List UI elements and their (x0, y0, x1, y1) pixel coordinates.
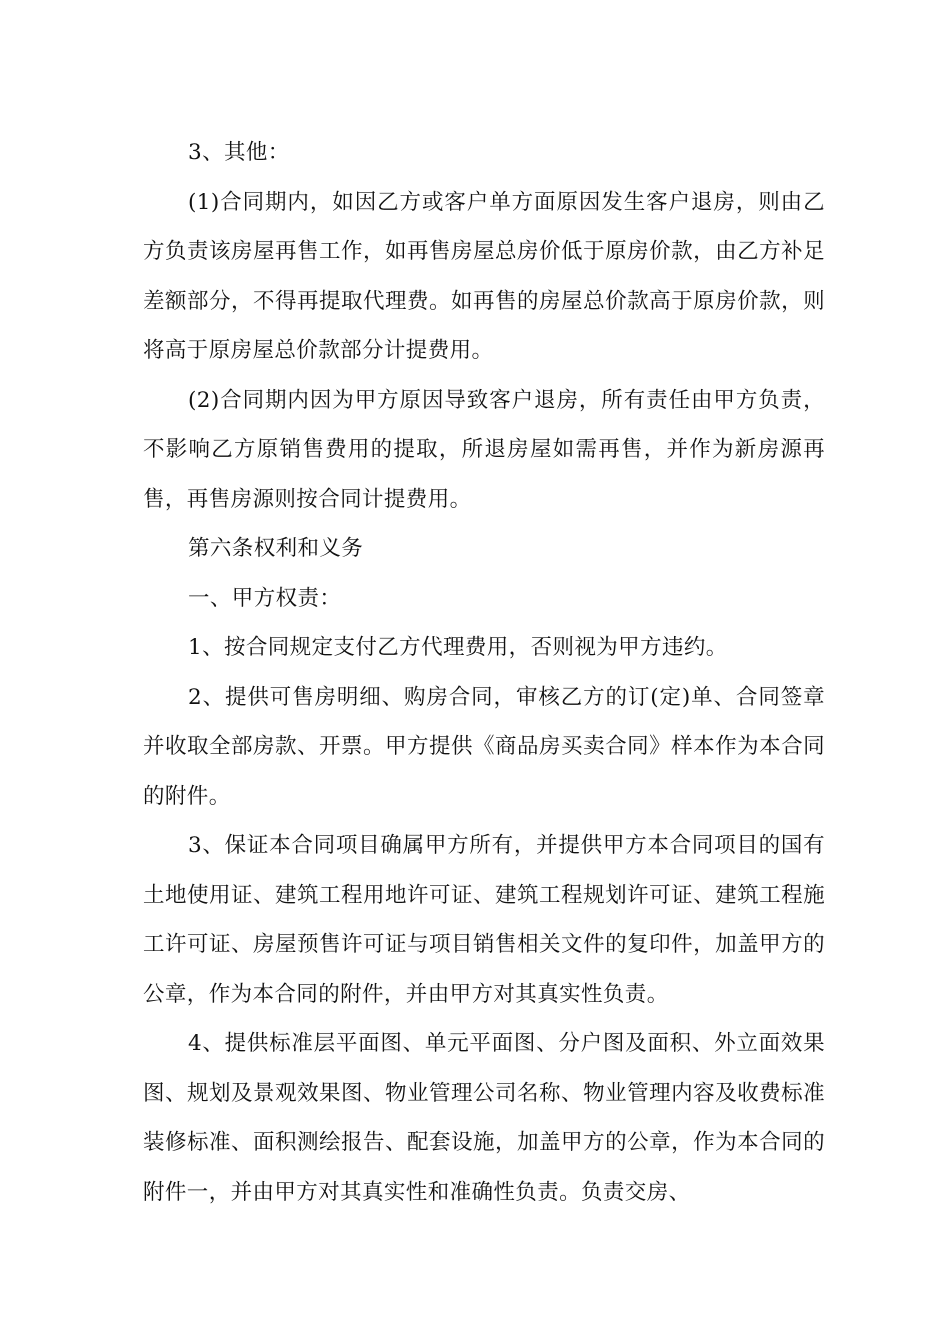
article-six-heading: 第六条权利和义务 (188, 536, 364, 561)
paragraph-clause-1: (1)合同期内，如因乙方或客户单方面原因发生客户退房，则由乙方负责该房屋再售工作，如再售房屋总房价低于原房价款，由乙方补足差额部分，不得再提取代理费。如再售的房屋总价款高于原房价款，则将高于原房屋总价款部分计提费用。 (143, 189, 825, 363)
party-a-rights-heading: 一、甲方权责： (188, 585, 342, 611)
party-a-item-3: 3、保证本合同项目确属甲方所有，并提供甲方本合同项目的国有土地使用证、建筑工程用地许可证、建筑工程规划许可证、建筑工程施工许可证、房屋预售许可证与项目销售相关文件的复印件，加盖甲方的公章，作为本合同的附件，并由甲方对其真实性负责。 (143, 833, 825, 1007)
party-a-item-2: 2、提供可售房明细、购房合同，审核乙方的订(定)单、合同签章并收取全部房款、开票。甲方提供《商品房买卖合同》样本作为本合同的附件。 (143, 684, 825, 809)
party-a-item-1: 1、按合同规定支付乙方代理费用，否则视为甲方违约。 (188, 635, 728, 660)
party-a-item-4: 4、提供标准层平面图、单元平面图、分户图及面积、外立面效果图、规划及景观效果图、物业管理公司名称、物业管理内容及收费标准装修标准、面积测绘报告、配套设施，加盖甲方的公章，作为本合同的附件一，并由甲方对其真实性和准确性负责。负责交房、 (143, 1031, 825, 1205)
document-body (143, 128, 825, 1217)
paragraph-clause-2: (2)合同期内因为甲方原因导致客户退房，所有责任由甲方负责，不影响乙方原销售费用的提取，所退房屋如需再售，并作为新房源再售，再售房源则按合同计提费用。 (143, 387, 825, 512)
paragraph-other-heading: 3、其他： (188, 140, 290, 165)
